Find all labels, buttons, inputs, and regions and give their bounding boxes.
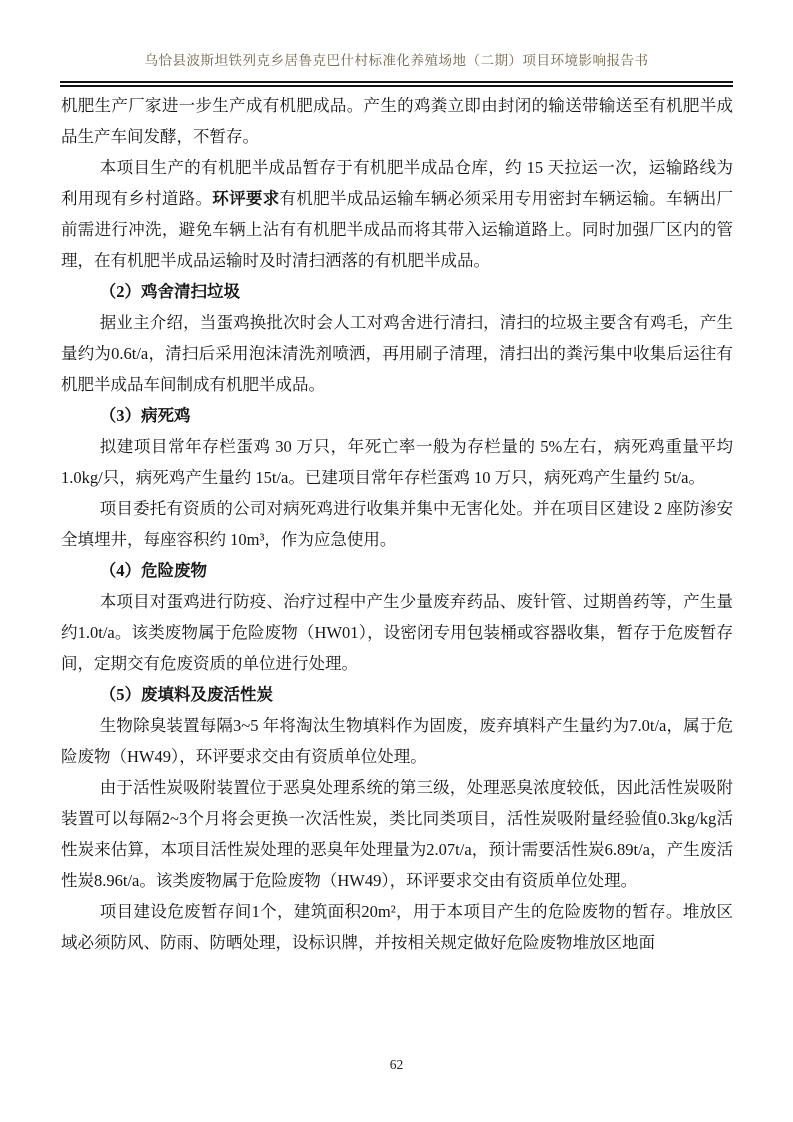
text-run: 有机肥半成品运输车辆必须采用专用密封车辆运输。车辆出厂前需进行冲洗，避免车辆上沾有有机肥半成品而将其带入运输道路上。同时加强厂区内的管理，在有机肥半成品运输时及时清扫洒落的有机肥半成品。 [61,189,734,270]
paragraph [61,307,733,400]
text-run: 项目建设危废暂存间1个，建筑面积20m²，用于本项目产生的危险废物的暂存。堆放区域必须防风、防雨、防晒处理，设标识牌，并按相关规定做好危险废物堆放区地面 [61,902,733,952]
paragraph [61,772,733,896]
section-heading [61,555,733,586]
paragraph [61,431,733,493]
bold-text-run: 环评要求 [212,189,280,208]
text-run: 生物除臭装置每隔3~5 年将淘汰生物填料作为固废，废弃填料产生量约为7.0t/a，属于危险废物（HW49），环评要求交由有资质单位处理。 [61,716,733,766]
text-run: （2）鸡舍清扫垃圾 [99,282,241,301]
text-run: 拟建项目常年存栏蛋鸡 30 万只，年死亡率一般为存栏量的 5%左右，病死鸡重量平均 1.0kg/只，病死鸡产生量约 15t/a。已建项目常年存栏蛋鸡 10 万只，病死鸡产生量约 5t/a。 [61,437,733,487]
text-run: 由于活性炭吸附装置位于恶臭处理系统的第三级，处理恶臭浓度较低，因此活性炭吸附装置可以每隔2~3个月将会更换一次活性炭，类比同类项目，活性炭吸附量经验值0.3kg/kg活性炭来估算，本项目活性炭处理的恶臭年处理量为2.07t/a，预计需要活性炭6.89t/a，产生废活性炭8.96t/a。该类废物属于危险废物（HW49），环评要求交由有资质单位处理。 [61,778,733,890]
header-double-rule [60,81,733,87]
paragraph [61,90,733,152]
section-heading [61,276,733,307]
text-run: 本项目对蛋鸡进行防疫、治疗过程中产生少量废弃药品、废针管、过期兽药等，产生量约1.0t/a。该类废物属于危险废物（HW01），设密闭专用包装桶或容器收集，暂存于危废暂存间，定期交有危废资质的单位进行处理。 [61,592,733,673]
paragraph [61,152,733,276]
section-heading [61,400,733,431]
document-body [61,90,733,958]
text-run: （3）病死鸡 [99,406,191,425]
paragraph [61,493,733,555]
text-run: 机肥生产厂家进一步生产成有机肥成品。产生的鸡粪立即由封闭的输送带输送至有机肥半成品生产车间发酵，不暂存。 [61,96,733,146]
text-run: （4）危险废物 [99,561,208,580]
paragraph [61,586,733,679]
section-heading [61,679,733,710]
text-run: 据业主介绍，当蛋鸡换批次时会人工对鸡舍进行清扫，清扫的垃圾主要含有鸡毛，产生量约为0.6t/a，清扫后采用泡沫清洗剂喷洒，再用刷子清理，清扫出的粪污集中收集后运往有机肥半成品车间制成有机肥半成品。 [61,313,733,394]
text-run: 本项目生产的有机肥半成品暂存于有机肥半成品仓库，约 15 天拉运一次，运输路线为利用现有乡村道路。 [61,158,733,208]
paragraph [61,710,733,772]
page-header-title: 乌恰县波斯坦铁列克乡居鲁克巴什村标准化养殖场地（二期）项目环境影响报告书 [144,53,649,68]
text-run: 项目委托有资质的公司对病死鸡进行收集并集中无害化处。并在项目区建设 2 座防渗安全填埋井，每座容积约 10m³，作为应急使用。 [61,499,733,549]
page-number: 62 [389,1057,404,1072]
paragraph [61,896,733,958]
text-run: （5）废填料及废活性炭 [99,685,274,704]
